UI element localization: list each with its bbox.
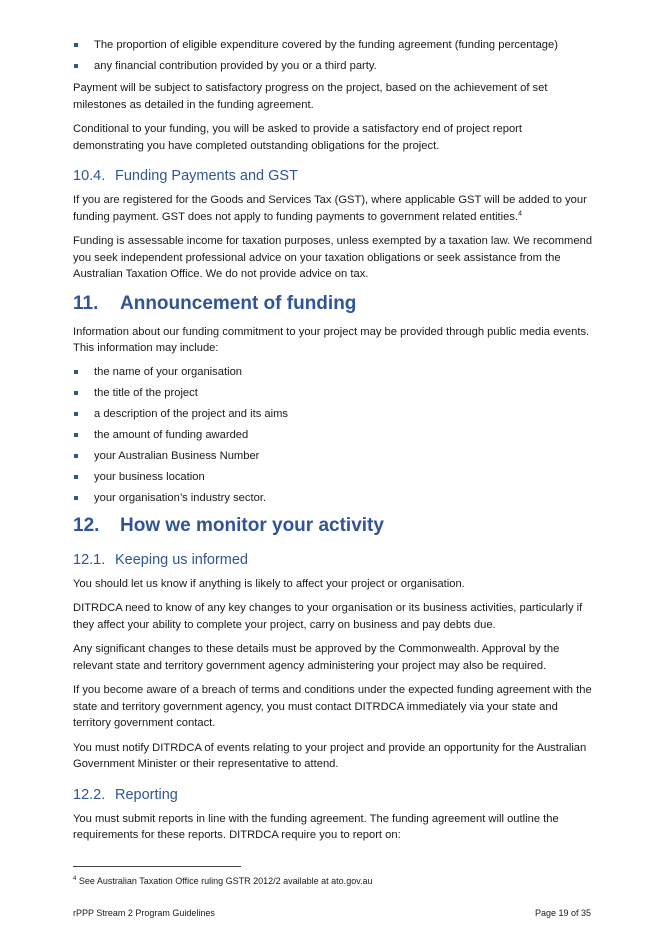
paragraph: Conditional to your funding, you will be asked to provide a satisfactory end of project report demonstrating you have completed outstanding obligations for the project. xyxy=(73,123,522,152)
section-heading-12: 12. How we monitor your activity xyxy=(73,514,384,536)
footnote: $^4$ See Australian Taxation Office ruling GSTR 2012/2 available at ato.gov.au xyxy=(73,876,373,886)
list-item: your business location xyxy=(73,470,593,484)
paragraph: Payment will be subject to satisfactory progress on the project, based on the achievement of set milestones as detailed in the funding agreement. xyxy=(73,82,548,111)
paragraph: DITRDCA need to know of any key changes to your organisation or its business activities, particularly if they affect your ability to complete your project, carry on business and pay debts due. xyxy=(73,602,583,631)
footer-page-number: Page 19 of 35 xyxy=(534,908,591,918)
section-heading-10-4: 10.4. Funding Payments and GST xyxy=(73,168,298,184)
section-heading-12-1: 12.1. Keeping us informed xyxy=(73,551,248,568)
footer-document-title: rPPP Stream 2 Program Guidelines xyxy=(73,908,215,918)
square-bullet-icon xyxy=(74,43,78,47)
square-bullet-icon xyxy=(74,412,78,416)
footnote-marker: 4 xyxy=(73,876,77,882)
square-bullet-icon xyxy=(74,496,78,500)
footnote-divider xyxy=(73,866,241,867)
square-bullet-icon xyxy=(74,370,78,374)
paragraph: You should let us know if anything is likely to affect your project or organisation. xyxy=(73,577,465,590)
list-item: The proportion of eligible expenditure covered by the funding agreement (funding percentage) xyxy=(73,38,593,52)
list-item: the name of your organisation xyxy=(73,365,593,379)
paragraph: Funding is assessable income for taxation purposes, unless exempted by a taxation law. We recommend you seek independent professional advice on your taxation obligations or seek assistance from the Australian Taxation Office. We do not provide advice on tax. xyxy=(73,235,593,280)
list-item: a description of the project and its aims xyxy=(73,407,593,421)
square-bullet-icon xyxy=(74,454,78,458)
list-item: your Australian Business Number xyxy=(73,449,593,463)
paragraph: You must submit reports in line with the funding agreement. The funding agreement will outline the requirements for these reports. DITRDCA require you to report on: xyxy=(73,812,559,841)
paragraph: If you are registered for the Goods and Services Tax (GST), where applicable GST will be added to your funding payment. GST does not apply to funding payments to government related entities.$^4$ xyxy=(73,194,587,223)
paragraph: Any significant changes to these details must be approved by the Commonwealth. Approval by the relevant state and territory government agency administering your project may also be required. xyxy=(73,643,560,672)
footnote-reference: 4 xyxy=(518,209,522,217)
list-item: the title of the project xyxy=(73,386,593,400)
section-heading-12-2: 12.2. Reporting xyxy=(73,786,178,803)
list-item: the amount of funding awarded xyxy=(73,428,593,442)
paragraph: Information about our funding commitment to your project may be provided through public media events. This information may include: xyxy=(73,325,590,354)
section-heading-11: 11. Announcement of funding xyxy=(73,292,357,314)
page-body xyxy=(73,38,593,852)
square-bullet-icon xyxy=(74,64,78,68)
square-bullet-icon xyxy=(74,391,78,395)
square-bullet-icon xyxy=(74,475,78,479)
list-item: any financial contribution provided by you or a third party. xyxy=(73,59,593,73)
top-bullet-list xyxy=(73,38,593,73)
paragraph: If you become aware of a breach of terms and conditions under the expected funding agreement with the state and territory government agency, you must contact DITRDCA immediately via your state and territory government contact. xyxy=(73,684,592,729)
announcement-bullet-list xyxy=(73,365,593,505)
square-bullet-icon xyxy=(74,433,78,437)
paragraph: You must notify DITRDCA of events relating to your project and provide an opportunity for the Australian Government Minister or their representative to attend. xyxy=(73,741,587,770)
list-item: your organisation’s industry sector. xyxy=(73,491,593,505)
